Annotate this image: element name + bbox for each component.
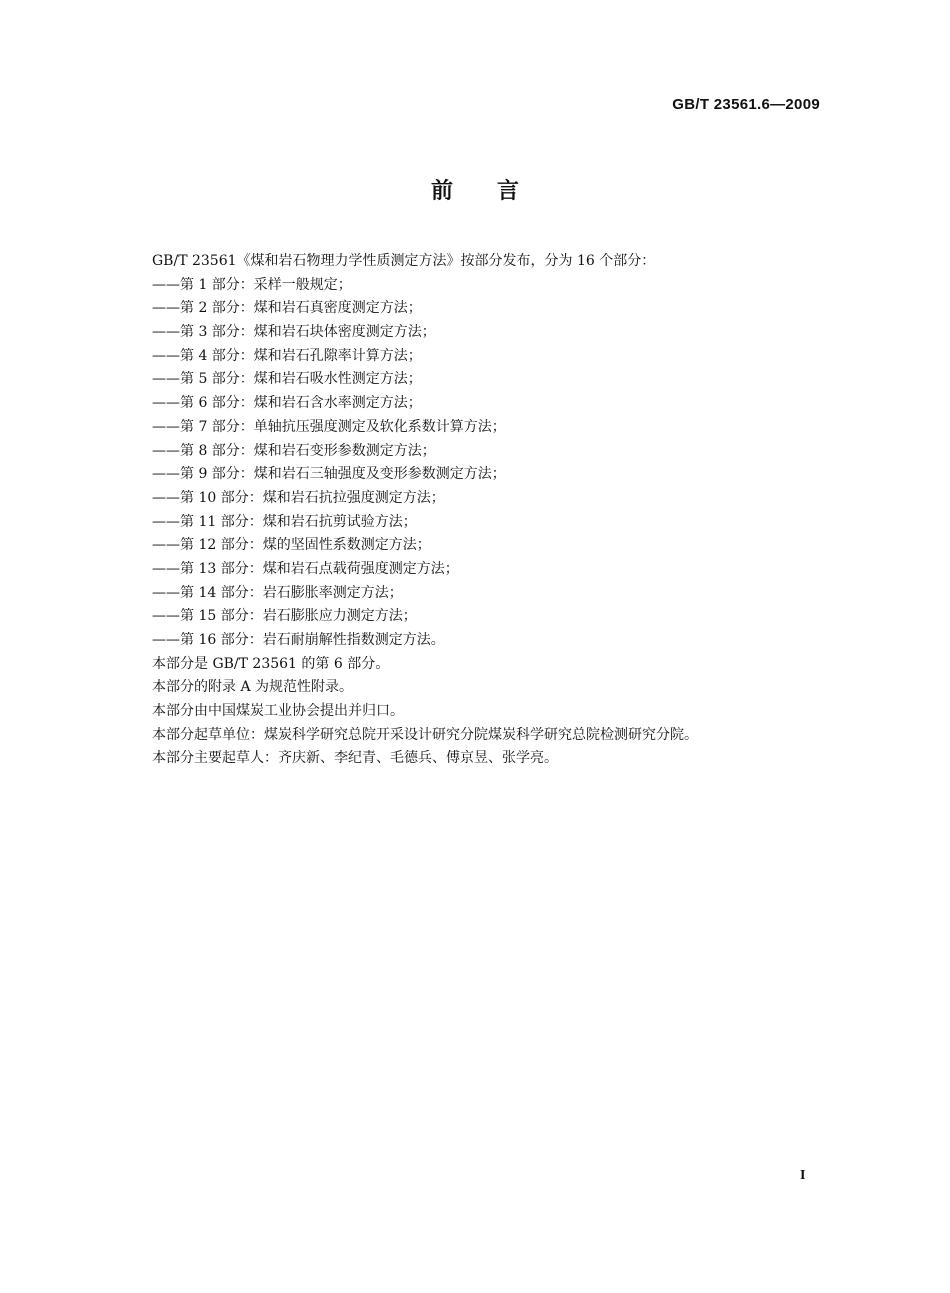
part-item: ——第 8 部分：煤和岩石变形参数测定方法； bbox=[152, 442, 436, 459]
part-item: ——第 15 部分：岩石膨胀应力测定方法； bbox=[152, 608, 417, 625]
part-item: ——第 3 部分：煤和岩石块体密度测定方法； bbox=[152, 324, 436, 341]
part-item: ——第 1 部分：采样一般规定； bbox=[152, 276, 352, 293]
note-line: 本部分主要起草人：齐庆新、李纪青、毛德兵、傅京昱、张学亮。 bbox=[152, 750, 558, 767]
part-item: ——第 16 部分：岩石耐崩解性指数测定方法。 bbox=[152, 632, 445, 648]
part-item: ——第 14 部分：岩石膨胀率测定方法； bbox=[152, 584, 403, 601]
part-item: ——第 4 部分：煤和岩石孔隙率计算方法； bbox=[152, 347, 422, 364]
part-item: ——第 5 部分：煤和岩石吸水性测定方法； bbox=[152, 371, 422, 388]
page-number: I bbox=[800, 1168, 806, 1183]
standard-number: GB/T 23561.6—2009 bbox=[672, 96, 820, 113]
note-line: 本部分起草单位：煤炭科学研究总院开采设计研究分院煤炭科学研究总院检测研究分院。 bbox=[152, 726, 698, 743]
part-item: ——第 11 部分：煤和岩石抗剪试验方法； bbox=[152, 513, 417, 530]
note-line: 本部分的附录 A 为规范性附录。 bbox=[152, 679, 354, 696]
part-item: ——第 12 部分：煤的坚固性系数测定方法； bbox=[152, 537, 431, 554]
page-title: 前言 bbox=[430, 179, 563, 204]
part-item: ——第 13 部分：煤和岩石点载荷强度测定方法； bbox=[152, 560, 459, 577]
part-item: ——第 2 部分：煤和岩石真密度测定方法； bbox=[152, 300, 422, 317]
note-line: 本部分是 GB/T 23561 的第 6 部分。 bbox=[152, 655, 390, 672]
part-item: ——第 9 部分：煤和岩石三轴强度及变形参数测定方法； bbox=[152, 466, 506, 483]
part-item: ——第 6 部分：煤和岩石含水率测定方法； bbox=[152, 395, 422, 412]
note-line: 本部分由中国煤炭工业协会提出并归口。 bbox=[152, 703, 404, 720]
foreword-body bbox=[152, 250, 832, 771]
part-item: ——第 7 部分：单轴抗压强度测定及软化系数计算方法； bbox=[152, 418, 506, 435]
intro-line: GB/T 23561《煤和岩石物理力学性质测定方法》按部分发布，分为 16 个部分： bbox=[152, 253, 656, 269]
part-item: ——第 10 部分：煤和岩石抗拉强度测定方法； bbox=[152, 489, 445, 506]
